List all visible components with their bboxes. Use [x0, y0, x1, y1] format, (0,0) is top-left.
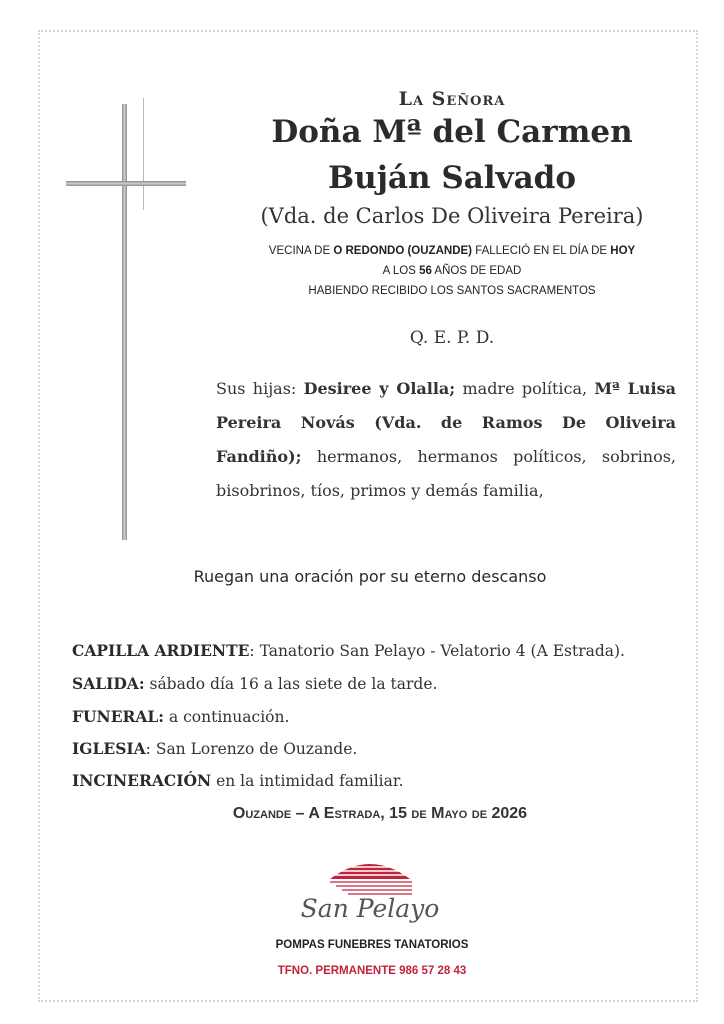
prayer-request: Ruegan una oración por su eterno descanso — [193, 567, 547, 586]
qepd: Q. E. P. D. — [409, 328, 495, 348]
info-chapel: CAPILLA ARDIENTE: Tanatorio San Pelayo - Velatorio 4 (A Estrada). — [72, 641, 625, 660]
age-line: A LOS 56 AÑOS DE EDAD — [382, 265, 522, 277]
residence-line: VECINA DE O REDONDO (OUZANDE) FALLECIÓ EN EL DÍA DE HOY — [268, 245, 636, 257]
title-lady: La Señora — [398, 88, 506, 110]
info-funeral: FUNERAL: a continuación. — [72, 707, 290, 726]
deceased-name-line2: Buján Salvado — [327, 160, 577, 196]
family-paragraph: Sus hijas: Desiree y Olalla; madre política, Mª Luisa Pereira Novás (Vda. de Ramos De Oliveira Fandiño); hermanos, hermanos políticos, sobrinos, bisobrinos, tíos, primos y demás familia, — [216, 379, 677, 500]
san-pelayo-logo — [300, 855, 440, 937]
info-church: IGLESIA: San Lorenzo de Ouzande. — [72, 739, 358, 758]
sacraments-line: HABIENDO RECIBIDO LOS SANTOS SACRAMENTOS — [308, 285, 596, 297]
dateline: Ouzande – A Estrada, 15 de Mayo de 2026 — [232, 805, 528, 822]
company-name: POMPAS FUNEBRES TANATORIOS — [275, 939, 469, 951]
widow-of: (Vda. de Carlos De Oliveira Pereira) — [260, 204, 644, 228]
svg-text:San Pelayo: San Pelayo — [300, 894, 440, 923]
deceased-name-line1: Doña Mª del Carmen — [271, 114, 633, 150]
info-cremation: INCINERACIÓN en la intimidad familiar. — [72, 771, 404, 790]
info-departure: SALIDA: sábado día 16 a las siete de la tarde. — [72, 674, 438, 693]
company-phone: TFNO. PERMANENTE 986 57 28 43 — [277, 965, 467, 977]
